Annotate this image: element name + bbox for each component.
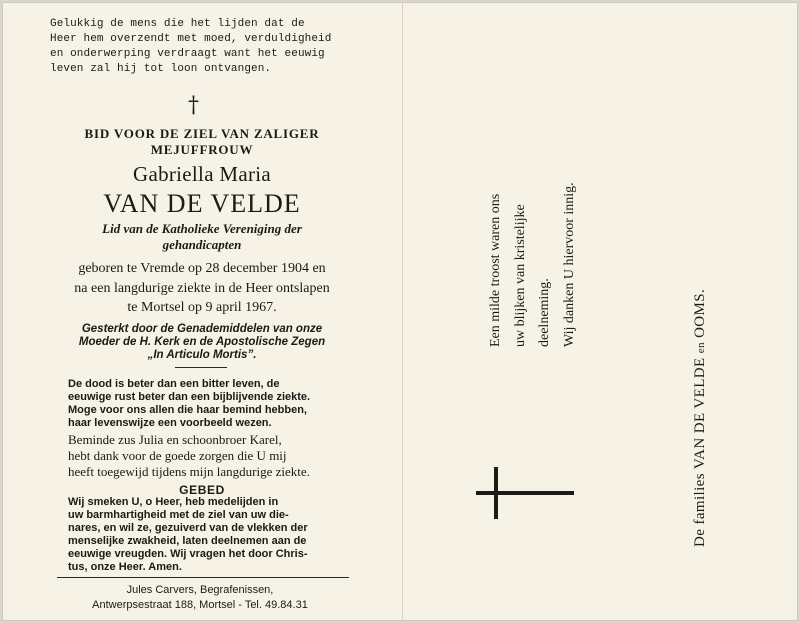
blessing-line-3: „In Articulo Mortis”. (147, 349, 257, 361)
prayer-line: eeuwige vreugden. Wij vragen het door Chris- (68, 548, 308, 560)
heading-line-2: MEJUFFROUW (150, 142, 254, 157)
divider-short (175, 367, 227, 368)
death-place-line: te Mortsel op 9 april 1967. (127, 300, 277, 315)
left-page (2, 2, 402, 621)
thanks-line: deelneming. (537, 278, 552, 347)
reflection-line: haar levenswijze een voorbeeld wezen. (68, 417, 272, 429)
prayer-line: Wij smeken U, o Heer, heb medelijden in (68, 496, 279, 508)
thanks-line: uw blijken van kristelijke (512, 204, 528, 347)
family-line: Beminde zus Julia en schoonbroer Karel, (68, 432, 282, 447)
prayer-line: menselijke zwakheid, laten deelnemen aan de (68, 535, 307, 547)
family-signature (692, 289, 709, 547)
reflection-line: De dood is beter dan een bitter leven, de (68, 378, 280, 390)
deceased-first-name: Gabriella Maria (132, 162, 272, 186)
quote-line: leven zal hij tot loon ontvangen. (50, 63, 272, 75)
prayer-line: nares, en wil ze, gezuiverd van de vlekken der (68, 522, 308, 534)
signature-conjunction: en (695, 342, 707, 354)
family-line: hebt dank voor de goede zorgen die U mij (68, 448, 287, 463)
prayer-request-heading (22, 126, 382, 158)
printer-address: Antwerpsestraat 188, Mortsel - Tel. 49.84.31 (92, 599, 308, 611)
quote-line: Gelukkig de mens die het lijden dat de (50, 18, 305, 30)
large-cross-icon (476, 491, 574, 495)
small-cross-icon: † (188, 93, 199, 118)
membership-line-2: gehandicapten (162, 237, 242, 252)
signature-families: De families VAN DE VELDE (692, 357, 708, 547)
printer-name: Jules Carvers, Begrafenissen, (126, 584, 274, 596)
prayer-line: tus, onze Heer. Amen. (68, 561, 182, 573)
divider-long (57, 577, 349, 578)
quote-line: en onderwerping verdraagt want het eeuwig (50, 48, 325, 60)
birth-line: geboren te Vremde op 28 december 1904 en (78, 261, 326, 276)
signature-ooms: OOMS. (692, 288, 708, 338)
death-reflection-text (68, 378, 358, 430)
birth-death-text (22, 259, 382, 318)
opening-quote (50, 17, 360, 77)
reflection-line: Moge voor ons allen die haar bemind hebben, (68, 404, 307, 416)
thanks-line: Een milde troost waren ons (488, 193, 503, 347)
printer-imprint (50, 583, 350, 613)
thanks-line: Wij danken U hiervoor innig. (561, 182, 577, 347)
large-cross-icon-stem (494, 467, 498, 519)
death-line: na een langdurige ziekte in de Heer ontslapen (74, 280, 330, 296)
quote-line: Heer hem overzendt met moed, verduldigheid (50, 33, 332, 45)
reflection-line: eeuwige rust beter dan een bijblijvende ziekte. (68, 391, 311, 403)
family-thanks-text (68, 432, 368, 480)
memorial-card (2, 2, 798, 621)
prayer-title: GEBED (179, 483, 225, 497)
prayer-text (68, 496, 358, 574)
deceased-surname: VAN DE VELDE (103, 189, 301, 218)
membership-text (22, 221, 382, 253)
blessing-line-1: Gesterkt door de Genademiddelen van onze (81, 323, 323, 335)
prayer-line: uw barmhartigheid met de ziel van uw die- (68, 509, 289, 521)
heading-line-1: BID VOOR DE ZIEL VAN ZALIGER (84, 126, 320, 141)
right-page (403, 2, 798, 621)
family-line: heeft toegewijd tijdens mijn langdurige ziekte. (68, 464, 310, 479)
blessing-line-2: Moeder de H. Kerk en de Apostolische Zegen (78, 336, 326, 348)
membership-line-1: Lid van de Katholieke Vereniging der (102, 221, 302, 236)
thanks-text (484, 182, 582, 347)
blessing-text (22, 323, 382, 362)
